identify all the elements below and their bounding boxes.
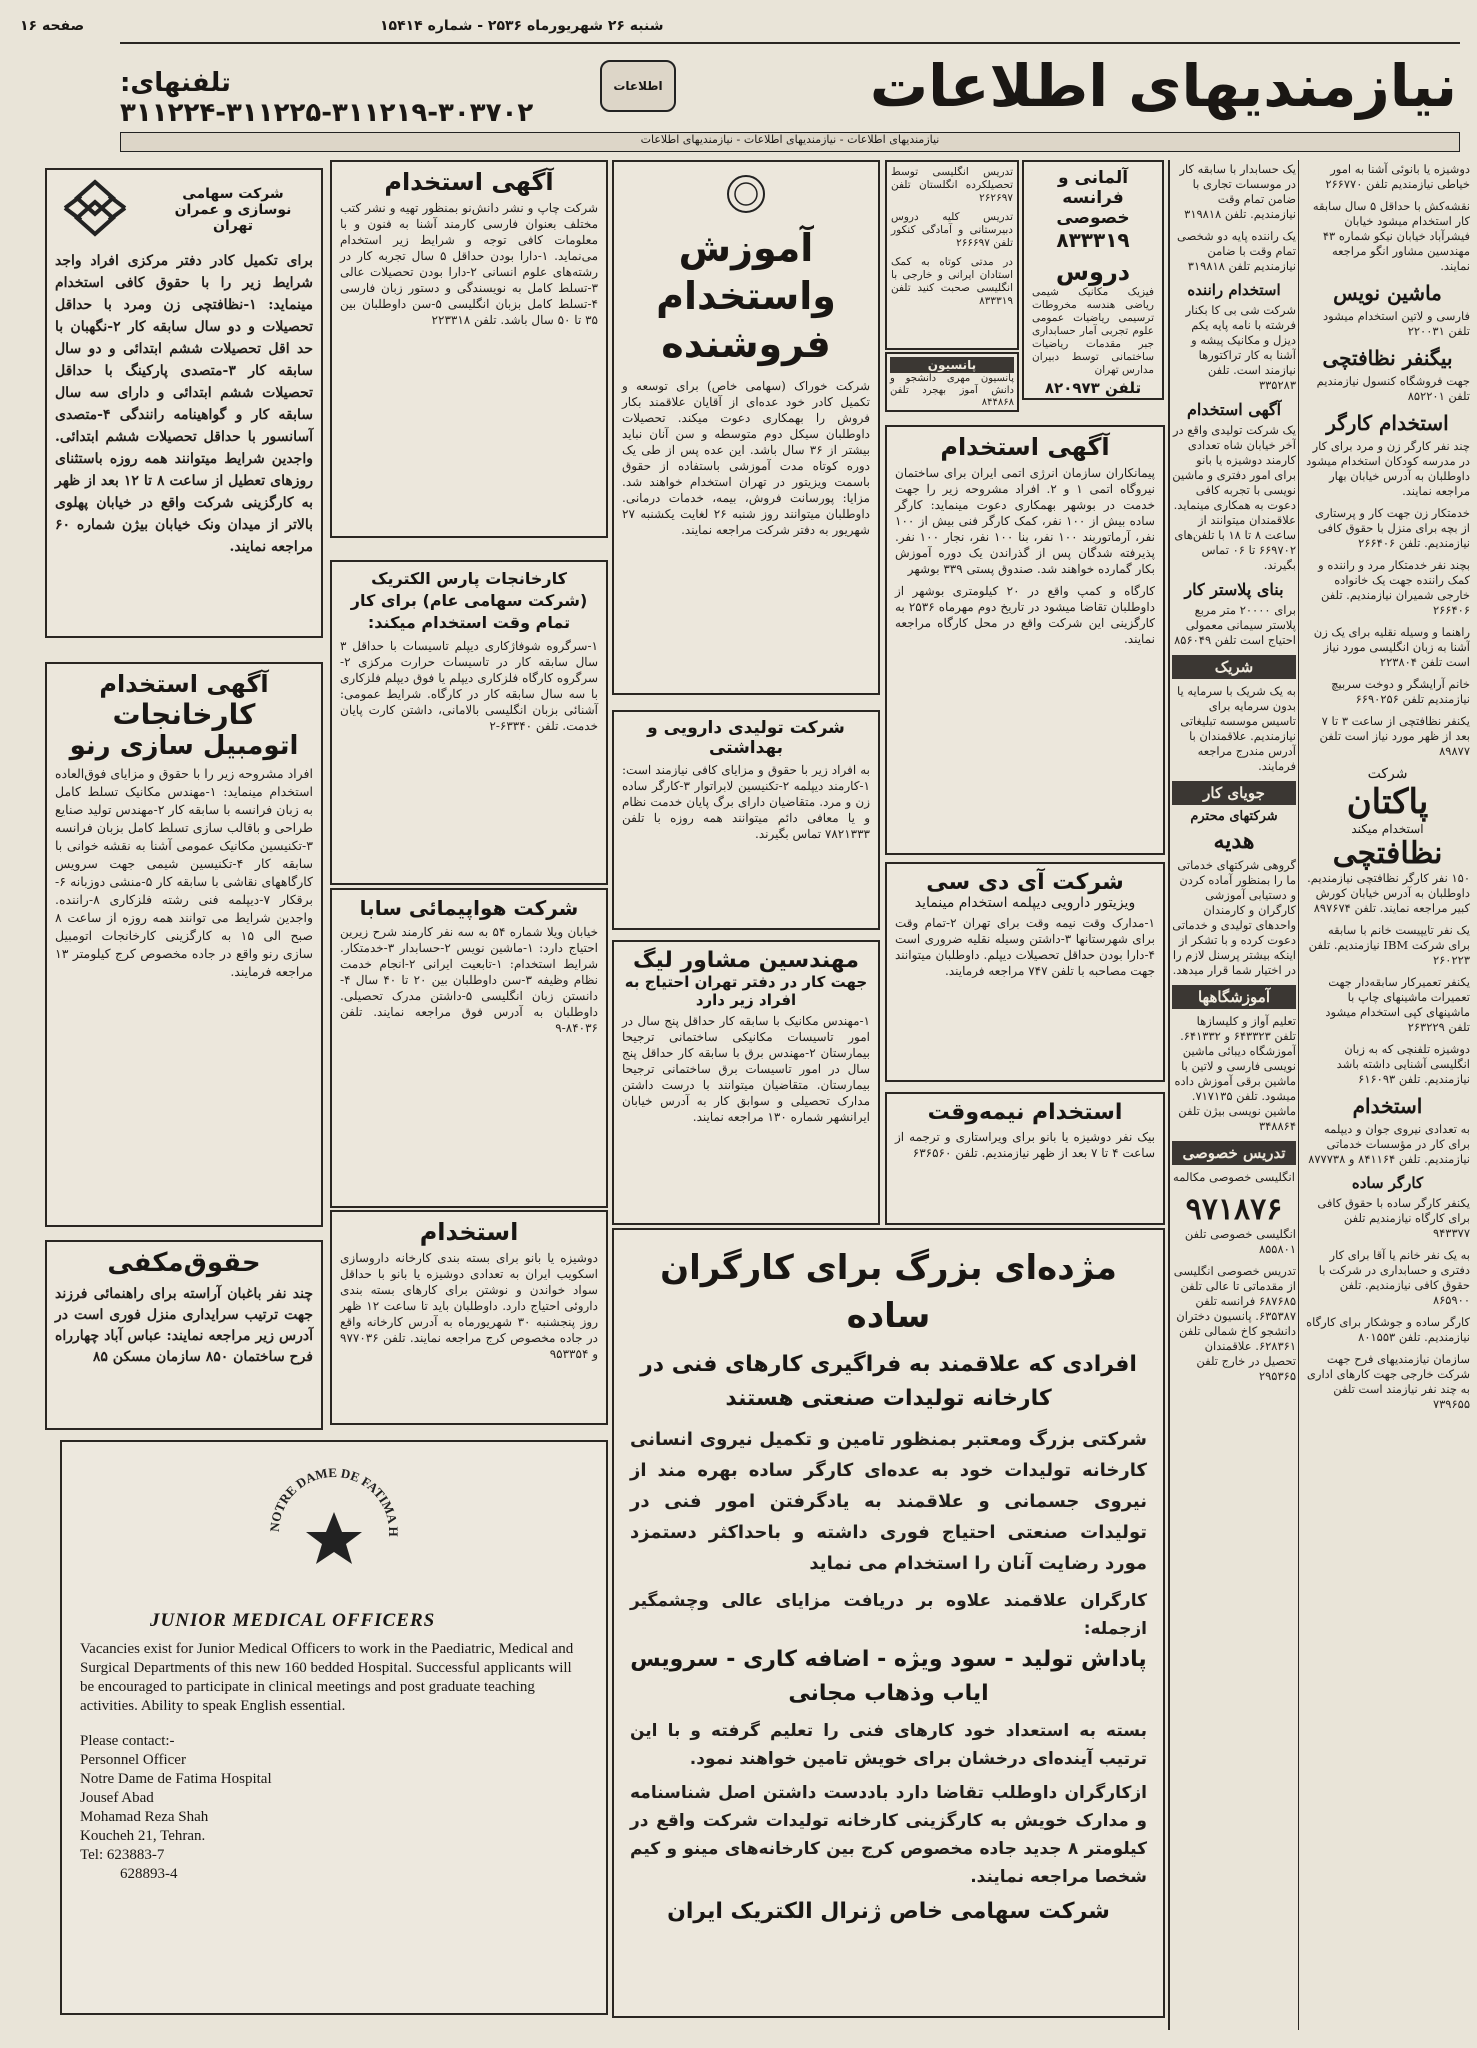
notice-body: شرکت چاپ و نشر دانش‌نو بمنظور تهیه و نشر کتب مختلف بعنوان فارسی کارمند آشنا به فنون و با معلومات کافی توجه و شرایط زیر استخدام می‌نماید. ۱-دارا بودن حداقل ۵ سال تجربه کار در رشته‌های علوم انسانی ۲-دارا بودن تحصیلات عالی ۳-تسلط کامل به نویسندگی و دستور زبان فارسی ۴-تسلط کامل بزبان انگلیسی ۵-سن داوطلبان بین ۳۵ تا ۵۰ سال باشد. تلفن ۲۲۳۳۱۸ (340, 201, 599, 327)
job-sub: شرکتهای محترم (1190, 809, 1278, 824)
ad-text: یک راننده پایه دو شخصی تمام وقت با ضامن نیازمندیم تلفن ۳۱۹۸۱۸ (1177, 229, 1296, 273)
ad-text: یک شرکت تولیدی واقع در آخر خیابان شاه تعدادی کارمند دوشیزه یا بانو برای امور دفتری و ماشین نویسی با تجربه کافی دعوت به همکاری مینماید. علاقمندان میتوانند از ساعت ۸ تا ۱۸ با تلفن‌های ۶۶۹۷۰۲ تا ۰۶ تماس بگیرند. (1172, 423, 1296, 572)
paktan-word: نظافتچی (1332, 836, 1443, 871)
ad-text: نقشه‌کش با حداقل ۵ سال سابقه کار استخدام میشود خیابان فیشرآباد خیابان نیکو شماره ۴۳ مهندسین مشاور انگو مراجعه نمایند. (1312, 199, 1470, 273)
consult-sub: جهت کار در دفتر تهران احتیاج به افراد زیر دارد (624, 973, 868, 1009)
ad-title: استخدام راننده (1187, 281, 1281, 299)
ad-text: ۱۵۰ نفر کارگر نظافتچی نیازمندیم. داوطلبان به آدرس خیابان کورش کبیر مراجعه نمایند. تلفن ۸۹۷۶۷۴ (1307, 871, 1470, 915)
renault-ad (45, 662, 323, 1227)
saba-title: شرکت هواپیمائی سابا (359, 896, 579, 920)
legal-title: حقوق‌مکفی (107, 1248, 261, 1278)
ge-sub: افرادی که علاقمند به فراگیری کارهای فنی در کارخانه تولیدات صنعتی هستند (640, 1352, 1137, 1411)
ad-title: استخدام (1352, 1094, 1423, 1118)
pars-title: کارخانجات پارس الکتریک (شرکت سهامی عام) برای کار تمام وقت استخدام میکند: (350, 569, 588, 632)
ad-text: فارسی و لاتین استخدام میشود تلفن ۲۲۰۰۳۱ (1323, 309, 1470, 338)
ge-p1: شرکتی بزرگ ومعتبر بمنظور تامین و تکمیل نیروی انسانی کارخانه تولیدات خود به عده‌ای کارگر ساده بهره مند از نیروی جسمانی و علاقمند به یادگرفتن امور فنی در تولیدات صنعتی احتیاج فوری داشته و باحداکثر دستمزد مورد رضایت آنان را استخدام می نماید (630, 1429, 1147, 1574)
header-phones: تلفنهای: ۳۰۳۷۰۲-۳۱۱۲۱۹-۳۱۱۲۲۵-۳۱۱۲۲۴ (120, 68, 534, 128)
ad-text: تدریس انگلیسی توسط تحصیلکرده انگلستان تلفن ۲۶۲۶۹۷ (891, 166, 1013, 204)
ge-p4: ازکارگران داوطلب تقاضا دارد باددست داشتن اصل شناسنامه و مدارک خویش به کارگزینی کارخانه تولیدات شرکت واقع در کیلومتر ۸ جدید جاده مخصوص کرج بین کارخانه‌های مینو و کیم شخصا مراجعه نمایند. (630, 1783, 1147, 1887)
renault-body: افراد مشروحه زیر را با حقوق و مزایای فوق‌العاده استخدام مینماید: ۱-مهندس مکانیک تسلط کامل به زبان فرانسه با سابقه کار ۲-مهندس تولید صنایع طراحی و باقالب سازی تسلط کامل بزبان فرانسه ۳-تکنیسین مکانیک عمومی آشنا به نقشه خوانی با سابقه کار ۴-تکنیسین شیمی جهت سرویس کارگاههای نقاشی با سابقه کار ۵-منشی دوزبانه ۶-برقکار ۷-دیپلمه فنی رشته فلزکاری ۸-راننده. واجدین شرایط می توانند همه روزه از ساعت ۸ صبح الی ۱۵ به کارگزینی کارخانجات اتومبیل سازی رنو واقع در جاده مخصوص کرج کیلومتر ۱۳ مراجعه فرمایند. (55, 766, 314, 979)
knot-logo-icon (55, 176, 135, 244)
ad-text: در مدتی کوتاه به کمک استادان ایرانی و خارجی با انگلیسی صحبت کنید تلفن ۸۳۳۳۱۹ (891, 256, 1013, 307)
sales-body: شرکت خوراک (سهامی خاص) برای توسعه و تکمیل کادر خود عده‌ای از آقایان علاقمند بکار فروش را بهمکاری دعوت میکند. تحصیلات داوطلبان سیکل دوم متوسطه و سن آنان نباید بیشتر از ۳۶ سال باشد. این عده پس از طی یک دوره کوتاه مدت آموزشی باستفاده از حقوق باسمت ویزیتور در تهران استخدام خواهند شد. مزایا: پورسانت فروش، بیمه، خدمات درمانی. داوطلبان میتوانند روز شنبه ۲۶ لغایت یکشنبه ۲۷ شهریور به دفتر شرکت مراجعه نمایند. (622, 379, 871, 537)
emp2-body: دوشیزه یا بانو برای بسته بندی کارخانه داروسازی اسکویب ایران به تعدادی دوشیزه یا بانو با حداقل سواد خواندن و نوشتن برای کارهای بسته بندی داروئی احتیاج دارد. داوطلبان باید تا ساعت ۱۲ ظهر روز پنجشنبه ۳۰ شهریورماه به آدرس کارخانه واقع در جاده مخصوص کرج مراجعه نمایند. تلفن ۹۷۷۰۳۶ و ۹۵۳۳۵۴ (340, 1251, 598, 1361)
column-rule (1298, 160, 1299, 2030)
consult-body: ۱-مهندس مکانیک با سابقه کار حداقل پنج سال در امور تاسیسات مکانیکی ساختمانی ترجیحا بیمارستان ۲-مهندس برق با سابقه کار حداقل پنج سال در امور تاسیسات برق ساختمانی ترجیحا بیمارستان. متقاضیان میتوانند با درست داشتن مدارک تحصیلی و سوابق کار به آدرس خیابان ایرانشهر شماره ۱۳۰ مراجعه نمایند. (622, 1014, 870, 1124)
lang-ad (1022, 160, 1164, 400)
renault-title-3: اتومبیل سازی رنو (69, 731, 299, 761)
ge-perks: پاداش تولید - سود ویژه - اضافه کاری - سرویس ایاب وذهاب مجانی (630, 1647, 1147, 1706)
ge-sign: شرکت سهامی خاص ژنرال الکتریک ایران (667, 1899, 1110, 1924)
hospital-contact (80, 1732, 588, 1884)
header-strip: نیازمندیهای اطلاعات - نیازمندیهای اطلاعات - نیازمندیهای اطلاعات (120, 132, 1460, 152)
ad-text: دوشیزه تلفنچی که به زبان انگلیسی آشنایی داشته باشد نیازمندیم. تلفن ۶۱۶۰۹۳ (1336, 1042, 1470, 1086)
nosazi-ad (45, 168, 323, 638)
ad-text: تدریس خصوصی انگلیسی از مقدماتی تا عالی تلفن ۶۸۷۶۸۵ فرانسه تلفن ۶۳۵۳۸۷. پانسیون دختران دانشجو کاخ شمالی تلفن ۶۲۸۳۶۱. علاقمندان تحصیل در خارج تلفن ۲۹۵۳۶۵ (1173, 1264, 1296, 1383)
hospital-body: Vacancies exist for Junior Medical Officers to work in the Paediatric, Medical and Surgical Departments of this new 160 bedded Hospital. Successful applicants will be encouraged to participate in clinical meetings and post graduate teaching activities. Ability to speak English essential. (80, 1641, 574, 1714)
contact-line: Mohamad Reza Shah (80, 1809, 209, 1825)
saba-body: خیابان ویلا شماره ۵۴ به سه نفر کارمند شرح زیرین احتیاج دارد: ۱-ماشین نویس ۲-حسابدار ۳-خدمتکار. شرایط استخدام: ۱-تابعیت ایرانی ۲-انجام خدمت نظام وظیفه ۳-سن داوطلبان بین ۲۰ تا ۴۰ سال ۴-دانستن زبان انگلیسی ۵-داشتن مدرک تحصیلی. داوطلبان به آدرس فوق مراجعه نمایند. تلفن ۸۴۰۳۶-۹ (340, 925, 599, 1035)
ad-text: تدریس کلیه دروس دبیرستانی و آمادگی کنکور تلفن ۲۶۶۶۹۷ (891, 211, 1013, 249)
contact-line: Koucheh 21, Tehran. (80, 1828, 206, 1844)
pars-electric-ad (330, 560, 608, 885)
pansion-label: پانسیون (890, 357, 1014, 373)
atomic-body-2: کارگاه و کمپ واقع در ۲۰ کیلومتری بوشهر از داوطلبان تقاضا میشود در تاریخ دوم مهرماه ۲۵۳۶ به کارگزینی این شرکت واقع در محل کارگاه مراجعه نمایند. (895, 584, 1156, 646)
ad-text: دوشیزه یا بانوئی آشنا به امور خیاطی نیازمندیم تلفن ۲۶۶۷۷۰ (1325, 162, 1470, 191)
lang-title: آلمانی و فرانسه خصوصی (1056, 168, 1130, 228)
paktan-title: پاکتان (1346, 782, 1429, 822)
ad-text: انگلیسی خصوصی مکالمه (1173, 1170, 1295, 1184)
pars-body: ۱-سرگروه شوفاژکاری دیپلم تاسیسات با حداقل ۳ سال سابقه کار در تاسیسات حرارت مرکزی ۲-سرگروه کارگاه فلزکاری دیپلم یا فوق دیپلم فلزکاری با سه سال سابقه کار در کارگاه. شرایط عمومی: آشنائی بزبان انگلیسی بالامانی، داشتن کارت پایان خدمت. تلفن ۶۳۳۴۰-۲ (340, 639, 598, 733)
ad-text: یکنفر نظافتچی از ساعت ۳ تا ۷ بعد از ظهر مورد نیاز است تلفن ۸۹۸۷۷ (1319, 714, 1470, 758)
ad-title: کارگر ساده (1351, 1174, 1424, 1192)
ad-text: جهت فروشگاه کنسول نیازمندیم تلفن ۸۵۲۲۰۱ (1316, 374, 1470, 403)
ad-text: به یک شریک با سرمایه یا بدون سرمایه برای تاسیس موسسه تبلیغاتی نیازمندیم. علاقمندان با آدرس مندرج مراجعه فرمایند. (1176, 684, 1296, 773)
cd-title: شرکت آی دی سی (926, 870, 1124, 895)
date-line: شنبه ۲۶ شهریورماه ۲۵۳۶ - شماره ۱۵۴۱۴ (380, 18, 664, 34)
nosazi-header (55, 176, 313, 244)
ad-title: استخدام کارگر (1326, 411, 1449, 435)
ad-text: خانم آرایشگر و دوخت سربیچ نیازمندیم تلفن ۶۶۹۰۲۵۶ (1331, 677, 1470, 706)
pharma-body: به افراد زیر با حقوق و مزایای کافی نیازمند است: ۱-کارمند دیپلمه ۲-تکنیسین لابراتوار ۳-کارگر ساده زن و مرد. متقاضیان دارای برگ پایان خدمت نظام و یا معافی دائم میتوانند همه روزه با تلفن ۷۸۲۱۳۳۳ تماس بگیرند. (622, 763, 870, 841)
consulting-ad (612, 940, 880, 1225)
ad-title: بیگنفر نظافتچی (1322, 346, 1453, 370)
job-label: جویای کار (1172, 781, 1296, 805)
ge-p2: کارگران علاقمند علاوه بر دریافت مزایای عالی وچشمگیر ازجمله: (630, 1591, 1147, 1639)
contact-line: Jousef Abad (80, 1790, 154, 1806)
ad-text: تعلیم آواز و کلیسازها تلفن ۶۴۳۳۲۳ و ۶۴۱۳۳۲. آموزشگاه دیبائی ماشین نویسی فارسی و لاتین با ماشین برقی آموزش داده میشود. تلفن ۷۱۷۱۳۵. ماشین نویسی بیژن تلفن ۳۴۸۸۶۴ (1174, 1014, 1296, 1133)
hospital-ad (60, 1440, 608, 2015)
renault-title-2: کارخانجات (112, 698, 256, 731)
private-tutoring-label: تدریس خصوصی (1172, 1141, 1296, 1165)
part-time-ad (885, 1092, 1165, 1225)
ad-text: چند نفر کارگر زن و مرد برای کار در مدرسه کودکان استخدام میشود داوطلبان به آدرس خیابان بهار مراجعه نمایند. (1306, 439, 1470, 498)
nosazi-title: شرکت سهامی نوسازی و عمران تهران (174, 186, 292, 234)
header-rule (120, 42, 1460, 44)
ge-p3: بسته به استعداد خود کارهای فنی را تعلیم گرفته و با این ترتیب آینده‌ای درخشان برای خویش تامین خواهند نمود. (630, 1721, 1147, 1769)
ad-text: یک حسابدار با سابقه کار در موسسات تجاری با ضامن تمام وقت نیازمندیم. تلفن ۳۱۹۸۱۸ (1179, 162, 1296, 221)
paktan-pre: شرکت (1367, 766, 1408, 782)
ad-text: یک نفر تایپیست خانم با سابقه برای شرکت IBM نیازمندیم. تلفن ۲۶۰۲۲۳ (1308, 923, 1470, 967)
atomic-title: آگهی استخدام (940, 433, 1110, 461)
contact-line: Notre Dame de Fatima Hospital (80, 1771, 272, 1787)
pansion-body: پانسیون مهری دانشجو و دانش آموز بهجرد تلفن ۸۴۴۸۶۸ (890, 373, 1014, 408)
column-rule (1168, 160, 1170, 2030)
ad-text: یکنفر تعمیرکار سابقه‌دار جهت تعمیرات ماشینهای چاپ با ماشینهای کپی استخدام میشود تلفن ۲۶۳۲۲۹ (1325, 975, 1470, 1034)
atomic-energy-ad (885, 425, 1165, 855)
masthead: نیازمندیهای اطلاعات (869, 52, 1457, 120)
atomic-body: پیمانکاران سازمان انرژی اتمی ایران برای ساختمان نیروگاه اتمی ۱ و ۲. افراد مشروحه زیر را جهت خدمت در بوشهر بهمکاری دعوت مینماید: کارگر ساده بیش از ۱۰۰ نفر، کمک کارگر فنی بیش از ۱۰۰ نفر، آرماتوربند ۱۰۰ نفر، بنا ۱۰۰ نفر، نجار ۱۰۰ نفر. پذیرفته شدگان پس از گذراندن یک دوره آموزش بکار گمارده خواهند شد. صندوق پستی ۳۳۹ بوشهر (895, 466, 1155, 576)
ad-title: بنای پلاستر کار (1184, 580, 1284, 599)
partner-label: شریک (1172, 655, 1296, 679)
ad-text: خدمتکار زن جهت کار و پرستاری از بچه برای منزل با حقوق کافی نیازمندیم. تلفن ۲۶۶۴۰۶ (1315, 506, 1470, 550)
lessons-phone: تلفن ۸۲۰۹۷۳ (1044, 379, 1142, 397)
sales-title: آموزش واستخدام فروشنده (656, 226, 836, 366)
lessons-title: دروس (1055, 258, 1131, 286)
part-body: بیک نفر دوشیزه یا بانو برای ویراستاری و ترجمه از ساعت ۴ تا ۷ بعد از ظهر نیازمندیم. تلفن ۶۳۶۵۶۰ (895, 1130, 1155, 1160)
pharma-title: شرکت تولیدی دارویی و بهداشتی (647, 718, 845, 758)
ad-text: یکنفر کارگر ساده با حقوق کافی برای کارگاه نیازمندیم تلفن ۹۴۳۳۷۷ (1317, 1196, 1470, 1240)
page-number: صفحه ۱۶ (20, 18, 85, 34)
ad-text: شرکت شی بی کا بکنار فرشته با نامه پایه یکم دیزل و مکانیک پیشه و آشنا به کار تراکتورها نیازمند است. تلفن ۳۳۵۲۸۳ (1185, 303, 1296, 392)
notice-title: آگهی استخدام (384, 168, 554, 196)
classified-column-a (1305, 162, 1470, 2027)
contact-line: Personnel Officer (80, 1752, 186, 1768)
legal-body: چند نفر باغبان آراسته برای راهنمائی فرزند جهت ترتیب سرایداری منزل فوری است در آدرس زیر مراجعه نمایند: عباس آباد چهارراه فرح ساختمان ۸۵۰ سازمان مسکن ۸۵ (55, 1286, 313, 1365)
pharma-ad (612, 710, 880, 930)
ad-text: کارگر ساده و جوشکار برای کارگاه نیازمندیم. تلفن ۸۰۱۵۵۳ (1306, 1315, 1470, 1344)
teaching-ads (885, 160, 1019, 350)
ad-text: برای ۲۰۰۰۰ متر مربع پلاستر سیمانی معمولی احتیاج است تلفن ۸۵۶۰۴۹ (1174, 603, 1296, 647)
contact-line: 628893-4 (120, 1866, 178, 1882)
ad-text: گروهی شرکتهای خدماتی ما را بمنظور آماده کردن و دستیابی آموزشی کارگران و کارمندان واحدهای تولیدی و خدماتی دعوت کرده و با تشکر از اینکه بیشتر پرسنل لازم را در اختیار شما قرار میدهد. (1172, 858, 1296, 977)
private-phone: ۹۷۱۸۷۶ (1185, 1192, 1283, 1227)
cd-company-ad (885, 862, 1165, 1082)
ad-title: آگهی استخدام (1186, 400, 1282, 419)
pansion-ad (885, 352, 1019, 412)
sales-training-ad (612, 160, 880, 695)
ad-text: سازمان نیازمندیهای فرح جهت شرکت خارجی جهت کارهای اداری به چند نفر نیازمند است تلفن ۷۳۹۶۵۵ (1306, 1352, 1470, 1411)
ad-text: راهنما و وسیله نقلیه برای یک زن آشنا به زبان انگلیسی مورد نیاز است تلفن ۲۲۳۸۰۴ (1313, 625, 1470, 669)
emp2-title: استخدام (419, 1218, 519, 1246)
contact-line: Tel: 623883-7 (80, 1847, 165, 1863)
salary-ad (45, 1240, 323, 1430)
badge-icon (622, 172, 870, 220)
paktan-ad (1305, 766, 1470, 871)
hospital-seal-text: NOTRE DAME DE FATIMA H (266, 1464, 402, 1537)
consult-title: مهندسین مشاور لیگ (633, 948, 859, 973)
ad-title: ماشین نویس (1333, 281, 1442, 305)
saba-airline-ad (330, 888, 608, 1208)
job-word: هدیه (1213, 828, 1255, 854)
hospital-title: JUNIOR MEDICAL OFFICERS (150, 1610, 436, 1631)
hospital-seal-icon (70, 1462, 598, 1596)
nosazi-body: برای تکمیل کادر دفتر مرکزی افراد واجد شرایط زیر را با حقوق کافی استخدام مینماید: ۱-نظافتچی زن ومرد با حداقل تحصیلات و دو سال سابقه کار ۲-نگهبان با حد اقل تحصیلات ششم ابتدائی و دو سال سابقه کار ۳-متصدی پارکینگ با حداقل تحصیلات ششم ابتدائی و دارای سه سال سابقه کار و گواهینامه رانندگی ۴-متصدی آسانسور با حداقل تحصیلات ششم ابتدائی. واجدین شرایط میتوانند همه روزه باستثنای روزهای تعطیل از ساعت ۸ تا ۱۲ بعد از ظهر به کارگزینی شرکت واقع در خیابان پهلوی بالاتر از میدان ونک خیابان بیژن شماره ۶۰ مراجعه نمایند. (55, 253, 314, 555)
squibb-ad (330, 1210, 608, 1425)
ad-text: انگلیسی خصوصی تلفن ۸۵۵۸۰۱ (1184, 1227, 1296, 1256)
institutes-label: آموزشگاهها (1172, 985, 1296, 1009)
part-title: استخدام نیمه‌وقت (927, 1100, 1123, 1125)
classified-column-b (1172, 162, 1296, 2027)
contact-line: Please contact:- (80, 1733, 175, 1749)
general-electric-ad (612, 1228, 1165, 2018)
publishing-ad (330, 160, 608, 538)
ad-text: بچند نفر خدمتکار مرد و راننده و کمک راننده جهت یک خانواده خارجی شمیران نیازمندیم. تلفن ۲۶۶۴۰۶ (1318, 558, 1470, 617)
cd-sub: ویزیتور دارویی دیپلمه استخدام مینماید (914, 895, 1136, 911)
ge-title: مژده‌ای بزرگ برای کارگران ساده (660, 1248, 1117, 1336)
renault-title-1: آگهی استخدام (99, 670, 269, 698)
lang-phone: ۸۳۳۳۱۹ (1056, 228, 1130, 252)
paktan-sub: استخدام میکند (1351, 822, 1424, 836)
masthead-logo: اطلاعات (600, 60, 676, 112)
lessons-body: فیزیک مکانیک شیمی ریاضی هندسه مخروطات ترسیمی ریاضیات عمومی علوم تجربی آمار حسابداری جبر مقدمات ریاضیات ساختمانی توسط دبیران مدارس تهران (1032, 286, 1154, 376)
ad-text: به یک نفر خانم یا آقا برای کار دفتری و حسابداری در شرکت با حقوق کافی نیازمندیم. تلفن ۸۶۵۹۰۰ (1318, 1248, 1470, 1307)
cd-body: ۱-مدارک وقت نیمه وقت برای تهران ۲-تمام وقت برای شهرستانها ۳-داشتن وسیله نقلیه ضروری است ۴-دارا بودن حداقل تحصیلات دیپلم. داوطلبان میتوانند جهت مصاحبه با تلفن ۷۴۷ مراجعه فرمایند. (895, 916, 1155, 978)
ad-text: به تعدادی نیروی جوان و دیپلمه برای کار در مؤسسات خدماتی نیازمندیم. تلفن ۸۴۱۱۶۴ و ۸۷۷۷۳۸ (1308, 1122, 1470, 1166)
